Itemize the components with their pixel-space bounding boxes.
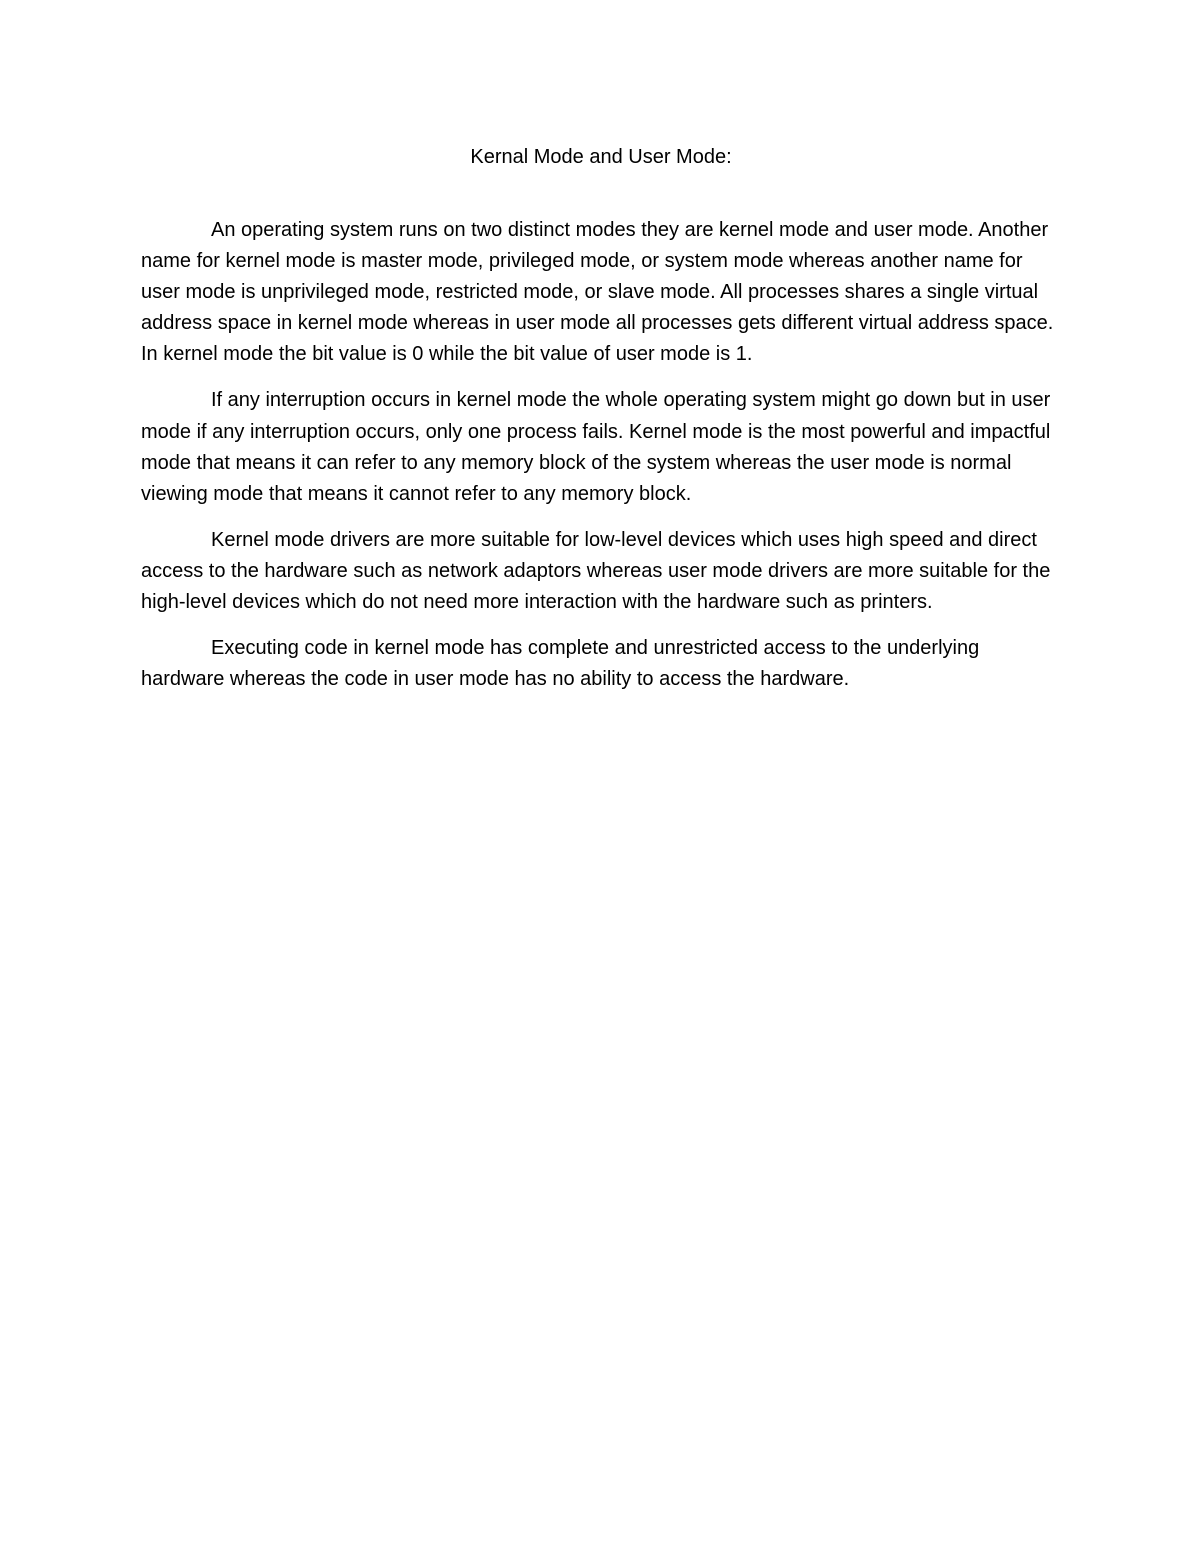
document-title: Kernal Mode and User Mode:	[470, 146, 732, 168]
paragraph-3: Kernel mode drivers are more suitable for low-level devices which uses high speed and direct access to the hardware such as network adaptors whereas user mode drivers are more suitable for the high-level devices which do not need more interaction with the hardware such as printers.	[141, 528, 1051, 614]
document-body	[141, 142, 1061, 695]
paragraph-1: An operating system runs on two distinct modes they are kernel mode and user mode. Another name for kernel mode is master mode, privileged mode, or system mode whereas another name for user mode is unprivileged mode, restricted mode, or slave mode. All processes shares a single virtual address space in kernel mode whereas in user mode all processes gets different virtual address space. In kernel mode the bit value is 0 while the bit value of user mode is 1.	[141, 219, 1054, 366]
paragraph-2: If any interruption occurs in kernel mode the whole operating system might go down but in user mode if any interruption occurs, only one process fails. Kernel mode is the most powerful and impactful mode that means it can refer to any memory block of the system whereas the user mode is normal viewing mode that means it cannot refer to any memory block.	[141, 389, 1051, 505]
paragraph-4: Executing code in kernel mode has complete and unrestricted access to the underlying hardware whereas the code in user mode has no ability to access the hardware.	[141, 637, 980, 691]
